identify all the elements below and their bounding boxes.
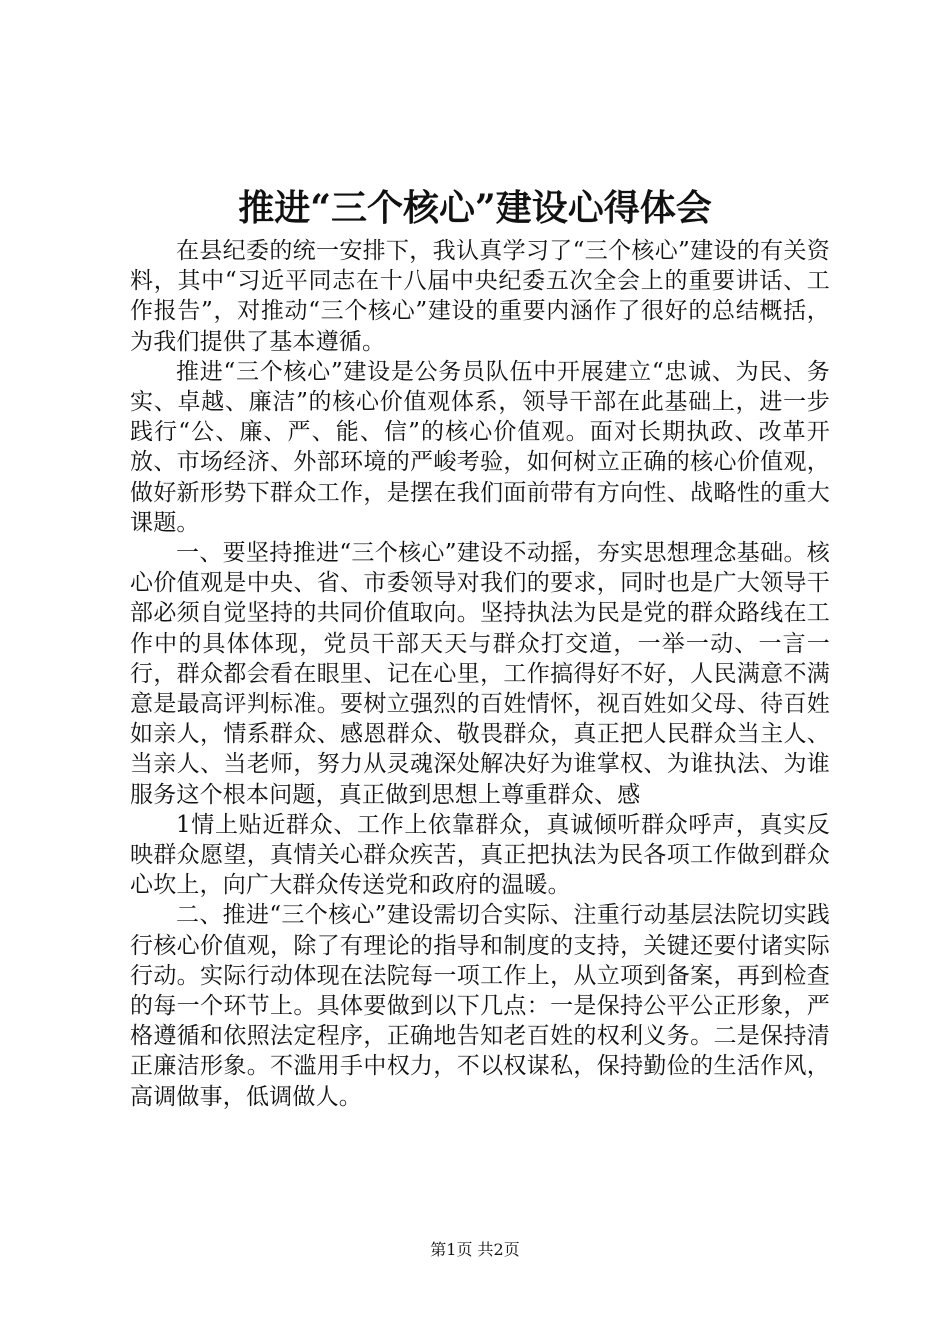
paragraph-1: 在县纪委的统一安排下，我认真学习了“三个核心”建设的有关资料，其中“习近平同志在十八届中央纪委五次全会上的重要讲话、工作报告”，对推动“三个核心”建设的重要内涵作了很好的总结概括，为我们提供了基本遵循。 [130, 238, 830, 355]
document-body [130, 236, 830, 1112]
document-title: 推进“三个核心”建设心得体会 [238, 187, 712, 229]
paragraph-2: 推进“三个核心”建设是公务员队伍中开展建立“忠诚、为民、务实、卓越、廉洁”的核心价值观体系，领导干部在此基础上，进一步践行“公、廉、严、能、信”的核心价值观。面对长期执政、改革开放、市场经济、外部环境的严峻考验，如何树立正确的核心价值观，做好新形势下群众工作，是摆在我们面前带有方向性、战略性的重大课题。 [130, 358, 830, 536]
paragraph-4: 1情上贴近群众、工作上依靠群众，真诚倾听群众呼声，真实反映群众愿望，真情关心群众疾苦，真正把执法为民各项工作做到群众心坎上，向广大群众传送党和政府的温暖。 [130, 811, 830, 899]
page-number-footer: 第1页 共2页 [430, 1240, 520, 1259]
paragraph-3: 一、要坚持推进“三个核心”建设不动摇，夯实思想理念基础。核心价值观是中央、省、市委领导对我们的要求，同时也是广大领导干部必须自觉坚持的共同价值取向。坚持执法为民是党的群众路线在工作中的具体体现，党员干部天天与群众打交道，一举一动、一言一行，群众都会看在眼里、记在心里，工作搞得好不好，人民满意不满意是最高评判标准。要树立强烈的百姓情怀，视百姓如父母、待百姓如亲人，情系群众、感恩群众、敬畏群众，真正把人民群众当主人、当亲人、当老师，努力从灵魂深处解决好为谁掌权、为谁执法、为谁服务这个根本问题，真正做到思想上尊重群众、感 [130, 540, 830, 808]
paragraph-5: 二、推进“三个核心”建设需切合实际、注重行动基层法院切实践行核心价值观，除了有理论的指导和制度的支持，关键还要付诸实际行动。实际行动体现在法院每一项工作上，从立项到备案，再到检查的每一个环节上。具体要做到以下几点：一是保持公平公正形象，严格遵循和依照法定程序，正确地告知老百姓的权利义务。二是保持清正廉洁形象。不滥用手中权力，不以权谋私，保持勤俭的生活作风，高调做事，低调做人。 [130, 902, 830, 1110]
